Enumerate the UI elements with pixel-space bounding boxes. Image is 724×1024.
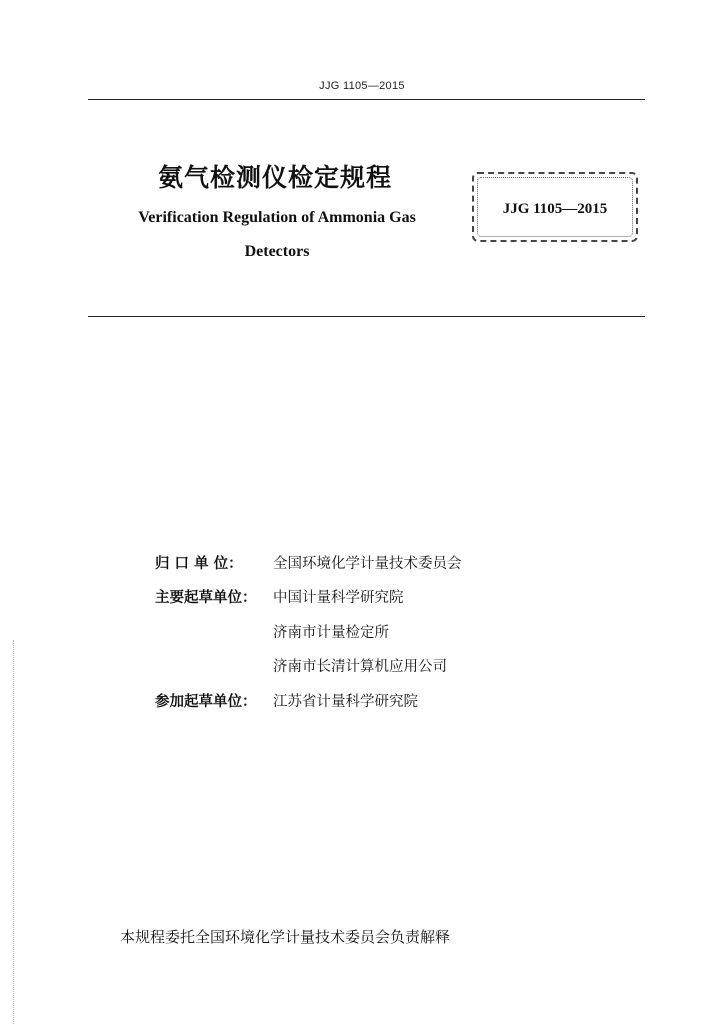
organization-row [155,683,462,718]
organization-label: 主要起草单位： [155,590,257,607]
organization-row [155,545,462,580]
organization-value: 济南市长清计算机应用公司 [273,659,447,676]
scan-edge-mark [13,640,14,1024]
title-chinese: 氨气检测仪检定规程 [157,163,392,192]
title-english-line-2: Detectors [244,243,310,260]
title-rule [88,316,645,317]
organization-label: 归 口 单 位： [155,555,243,572]
running-header: JJG 1105—2015 [319,80,405,92]
header-rule [88,99,645,100]
organization-value: 江苏省计量科学研究院 [273,693,418,710]
title-english-line-1: Verification Regulation of Ammonia Gas [138,209,416,226]
title-english [110,201,444,269]
organization-row [155,649,462,684]
interpretation-note: 本规程委托全国环境化学计量技术委员会负责解释 [120,928,451,946]
organization-row [155,614,462,649]
organization-value: 全国环境化学计量技术委员会 [273,555,462,572]
organizations-list [155,545,462,718]
organization-value: 济南市计量检定所 [273,624,389,641]
standard-number: JJG 1105—2015 [502,201,608,217]
organization-row [155,580,462,615]
organization-value: 中国计量科学研究院 [273,590,404,607]
organization-label: 参加起草单位： [155,693,257,710]
standard-number-box [472,172,638,242]
